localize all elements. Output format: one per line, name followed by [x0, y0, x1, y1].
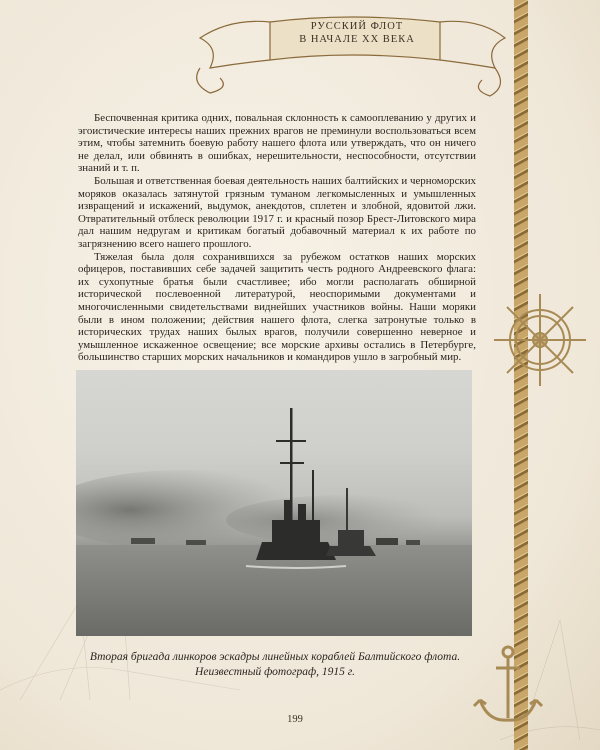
paragraph: Тяжелая была доля сохранившихся за рубежом остатков наших морских офицеров, поставивших себе задачей защитить честь родного Андреевского флага: их сухопутные братья были счастливее; ибо могли располагать обширной исторической послевоенной литературой, неоспоримыми документами и многочисленными свидетельствами виднейших участников войны. Наши моряки были в ином положении; действия нашего флота, слегка затронутые только в исторических трудах наших былых врагов, получили совершенно неверное и умышленное искаженное освещение; все морские архивы остались в Петербурге, большинство старших морских начальников и командиров ушло в загробный мир. [78, 250, 476, 364]
paragraph: Беспочвенная критика одних, повальная склонность к самооплеванию у других и эгоистические интересы наших прежних врагов не преминули воспользоваться всем этим, чтобы затемнить боевую работу нашего флота или утверждать, что он ничего не делал, или обвинять в ошибках, нерешительности, неспособности, отсутствии знаний и т. п. [78, 112, 476, 175]
ship-wheel-icon [490, 290, 590, 390]
header-line-2: В НАЧАЛЕ XX ВЕКА [299, 34, 415, 45]
battleship-photo [76, 370, 472, 636]
header-line-1: РУССКИЙ ФЛОТ [310, 21, 404, 32]
caption-line-2: Неизвестный фотограф, 1915 г. [195, 666, 355, 678]
page-number: 199 [287, 714, 303, 725]
caption-line-1: Вторая бригада линкоров эскадры линейных кораблей Балтийского флота. [89, 651, 461, 663]
photo-caption [60, 650, 490, 680]
running-header [282, 20, 432, 46]
body-text [78, 112, 476, 364]
paragraph: Большая и ответственная боевая деятельность наших балтийских и черноморских моряков оказалась затянутой грязным туманом легкомысленных и умышленных извращений и искажений, выдумок, анекдотов, сплетен и злобной, ядовитой лжи. Отвратительный отблеск революции 1917 г. и красный позор Брест-Литовского мира дал нашим недругам и критикам богатый добавочный материал к их работе по загрязнению всего нашего прошлого. [78, 174, 476, 250]
